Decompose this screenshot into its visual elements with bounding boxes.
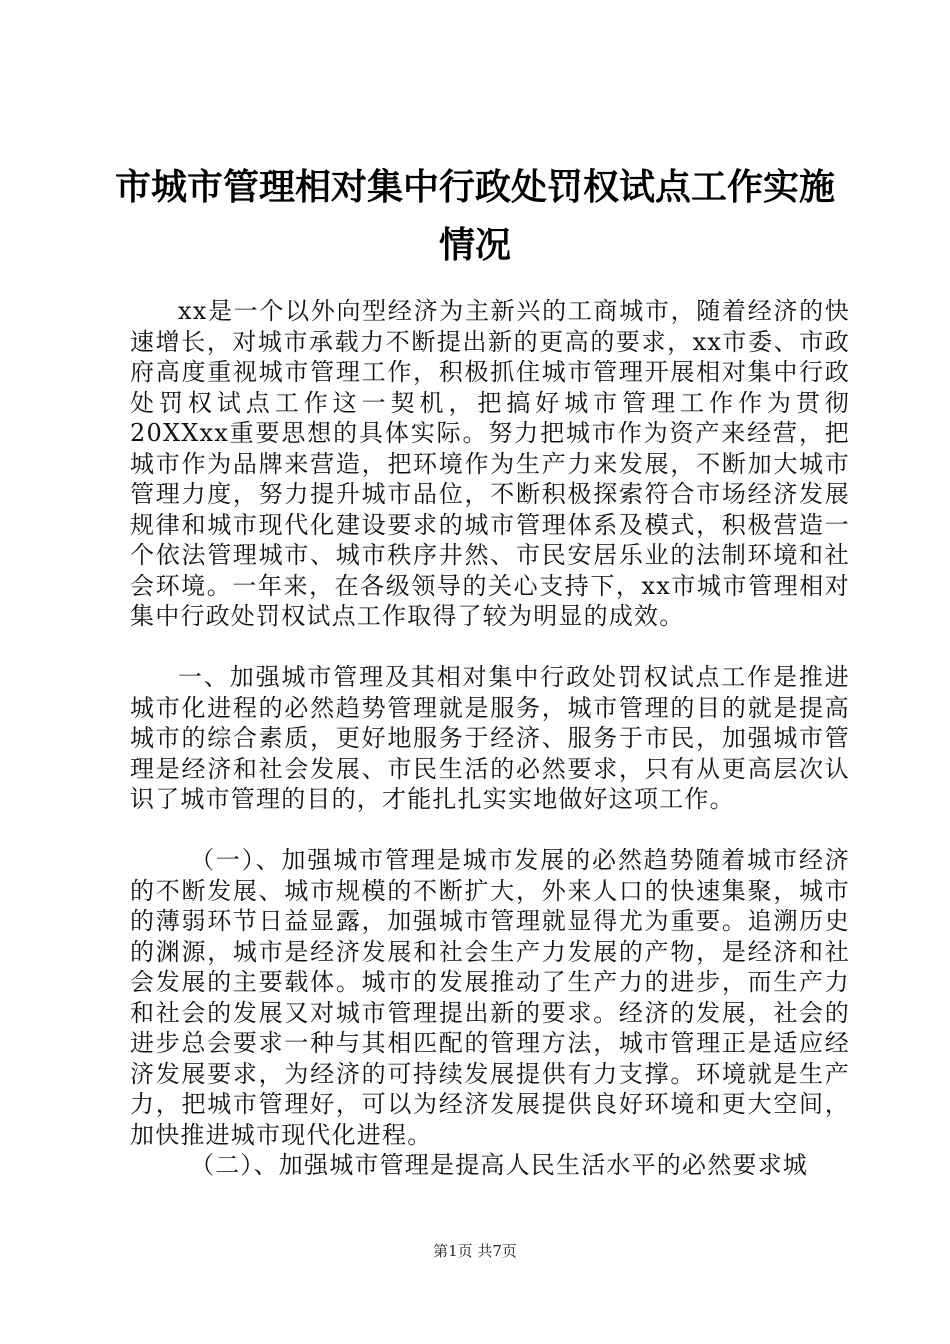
paragraph-subsection-1: （一）、加强城市管理是城市发展的必然趋势随着城市经济的不断发展、城市规模的不断扩大，外来人口的快速集聚，城市的薄弱环节日益显露，加强城市管理就显得尤为重要。追溯历史的渊源，城市是经济发展和社会生产力发展的产物，是经济和社会发展的主要载体。城市的发展推动了生产力的进步，而生产力和社会的发展又对城市管理提出新的要求。经济的发展，社会的进步总会要求一种与其相匹配的管理方法，城市管理正是适应经济发展要求，为经济的可持续发展提供有力支撑。环境就是生产力，把城市管理好，可以为经济发展提供良好环境和更大空间，加快推进城市现代化进程。	[130, 846, 850, 1149]
document-title: 市城市管理相对集中行政处罚权试点工作实施情况	[114, 166, 835, 266]
paragraph-section-1: 一、加强城市管理及其相对集中行政处罚权试点工作是推进城市化进程的必然趋势管理就是服务，城市管理的目的就是提高城市的综合素质，更好地服务于经济、服务于市民，加强城市管理是经济和社会发展、市民生活的必然要求，只有从更高层次认识了城市管理的目的，才能扎扎实实地做好这项工作。	[130, 663, 850, 813]
paragraph-subsection-2: （二）、加强城市管理是提高人民生活水平的必然要求城	[190, 1151, 808, 1179]
document-body	[130, 296, 850, 1181]
page-number-footer: 第1页 共7页	[433, 1242, 517, 1260]
paragraph-intro: xx是一个以外向型经济为主新兴的工商城市，随着经济的快速增长，对城市承载力不断提出新的更高的要求，xx市委、市政府高度重视城市管理工作，积极抓住城市管理开展相对集中行政处罚权试点工作这一契机，把搞好城市管理工作作为贯彻20XXxx重要思想的具体实际。努力把城市作为资产来经营，把城市作为品牌来营造，把环境作为生产力来发展，不断加大城市管理力度，努力提升城市品位，不断积极探索符合市场经济发展规律和城市现代化建设要求的城市管理体系及模式，积极营造一个依法管理城市、城市秩序井然、市民安居乐业的法制环境和社会环境。一年来，在各级领导的关心支持下，xx市城市管理相对集中行政处罚权试点工作取得了较为明显的成效。	[130, 297, 850, 630]
